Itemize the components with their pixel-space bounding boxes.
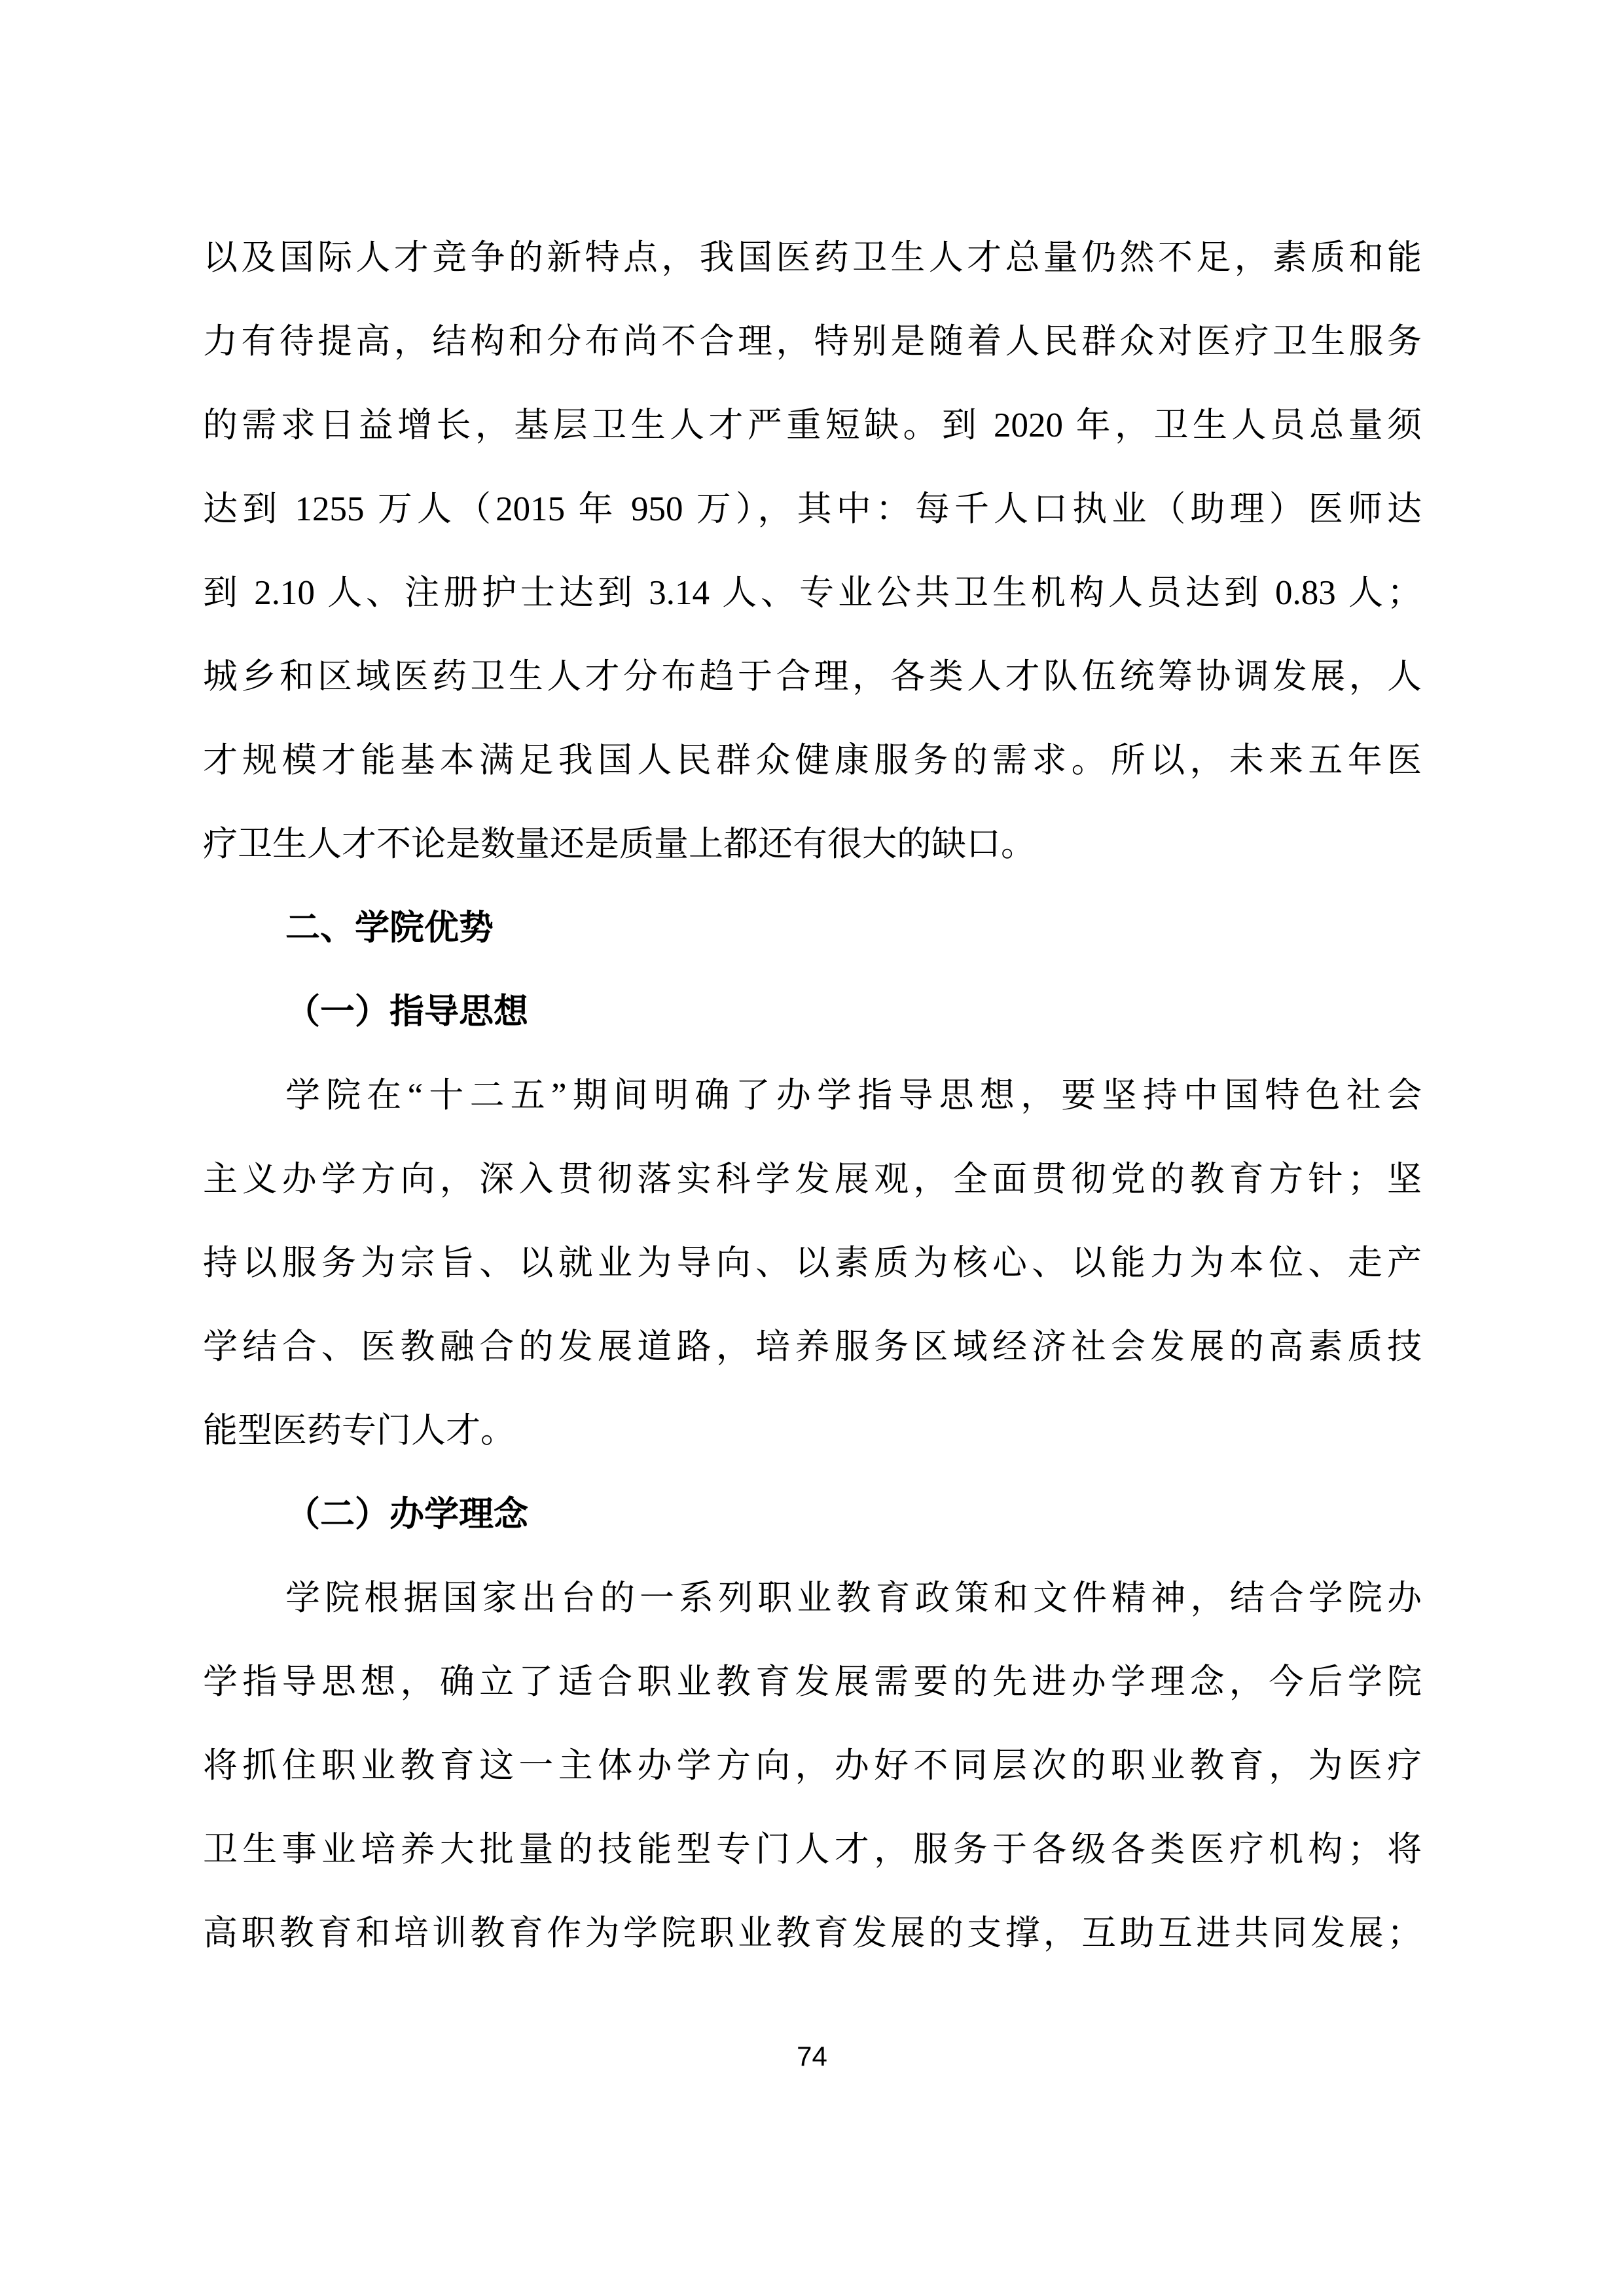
body-line: 城乡和区域医药卫生人才分布趋于合理，各类人才队伍统筹协调发展，人 xyxy=(203,658,1422,696)
page-body-text xyxy=(203,216,1422,1975)
section-heading-college-advantages: 二、学院优势 xyxy=(285,908,494,947)
body-line: 以及国际人才竞争的新特点，我国医药卫生人才总量仍然不足，素质和能 xyxy=(203,239,1422,277)
body-line: 主义办学方向，深入贯彻落实科学发展观，全面贯彻党的教育方针；坚 xyxy=(203,1160,1422,1198)
body-line: 力有待提高，结构和分布尚不合理，特别是随着人民群众对医疗卫生服务 xyxy=(203,323,1422,361)
body-line: 才规模才能基本满足我国人民群众健康服务的需求。所以，未来五年医 xyxy=(203,742,1422,780)
body-line: 高职教育和培训教育作为学院职业教育发展的支撑，互助互进共同发展； xyxy=(203,1914,1422,1952)
body-line: 将抓住职业教育这一主体办学方向，办好不同层次的职业教育，为医疗 xyxy=(203,1747,1422,1785)
body-line: 能型医药专门人才。 xyxy=(203,1412,515,1450)
body-line: 学结合、医教融合的发展道路，培养服务区域经济社会发展的高素质技 xyxy=(203,1328,1422,1366)
body-line: 到 2.10 人、注册护士达到 3.14 人、专业公共卫生机构人员达到 0.83 人； xyxy=(203,574,1422,612)
body-line: 学指导思想，确立了适合职业教育发展需要的先进办学理念，今后学院 xyxy=(203,1663,1422,1701)
body-line: 达到 1255 万人（2015 年 950 万），其中：每千人口执业（助理）医师达 xyxy=(203,490,1422,528)
subsection-heading-school-philosophy: （二）办学理念 xyxy=(285,1495,528,1534)
body-line: 疗卫生人才不论是数量还是质量上都还有很大的缺口。 xyxy=(203,825,1036,863)
page-number: 74 xyxy=(797,2041,827,2072)
body-line: 卫生事业培养大批量的技能型专门人才，服务于各级各类医疗机构；将 xyxy=(203,1831,1422,1869)
body-line: 学院在“十二五”期间明确了办学指导思想，要坚持中国特色社会 xyxy=(285,1077,1422,1115)
subsection-heading-guiding-ideology: （一）指导思想 xyxy=(285,992,528,1031)
body-line: 持以服务为宗旨、以就业为导向、以素质为核心、以能力为本位、走产 xyxy=(203,1244,1422,1282)
body-line: 的需求日益增长，基层卫生人才严重短缺。到 2020 年，卫生人员总量须 xyxy=(203,406,1422,444)
body-line: 学院根据国家出台的一系列职业教育政策和文件精神，结合学院办 xyxy=(285,1579,1422,1617)
